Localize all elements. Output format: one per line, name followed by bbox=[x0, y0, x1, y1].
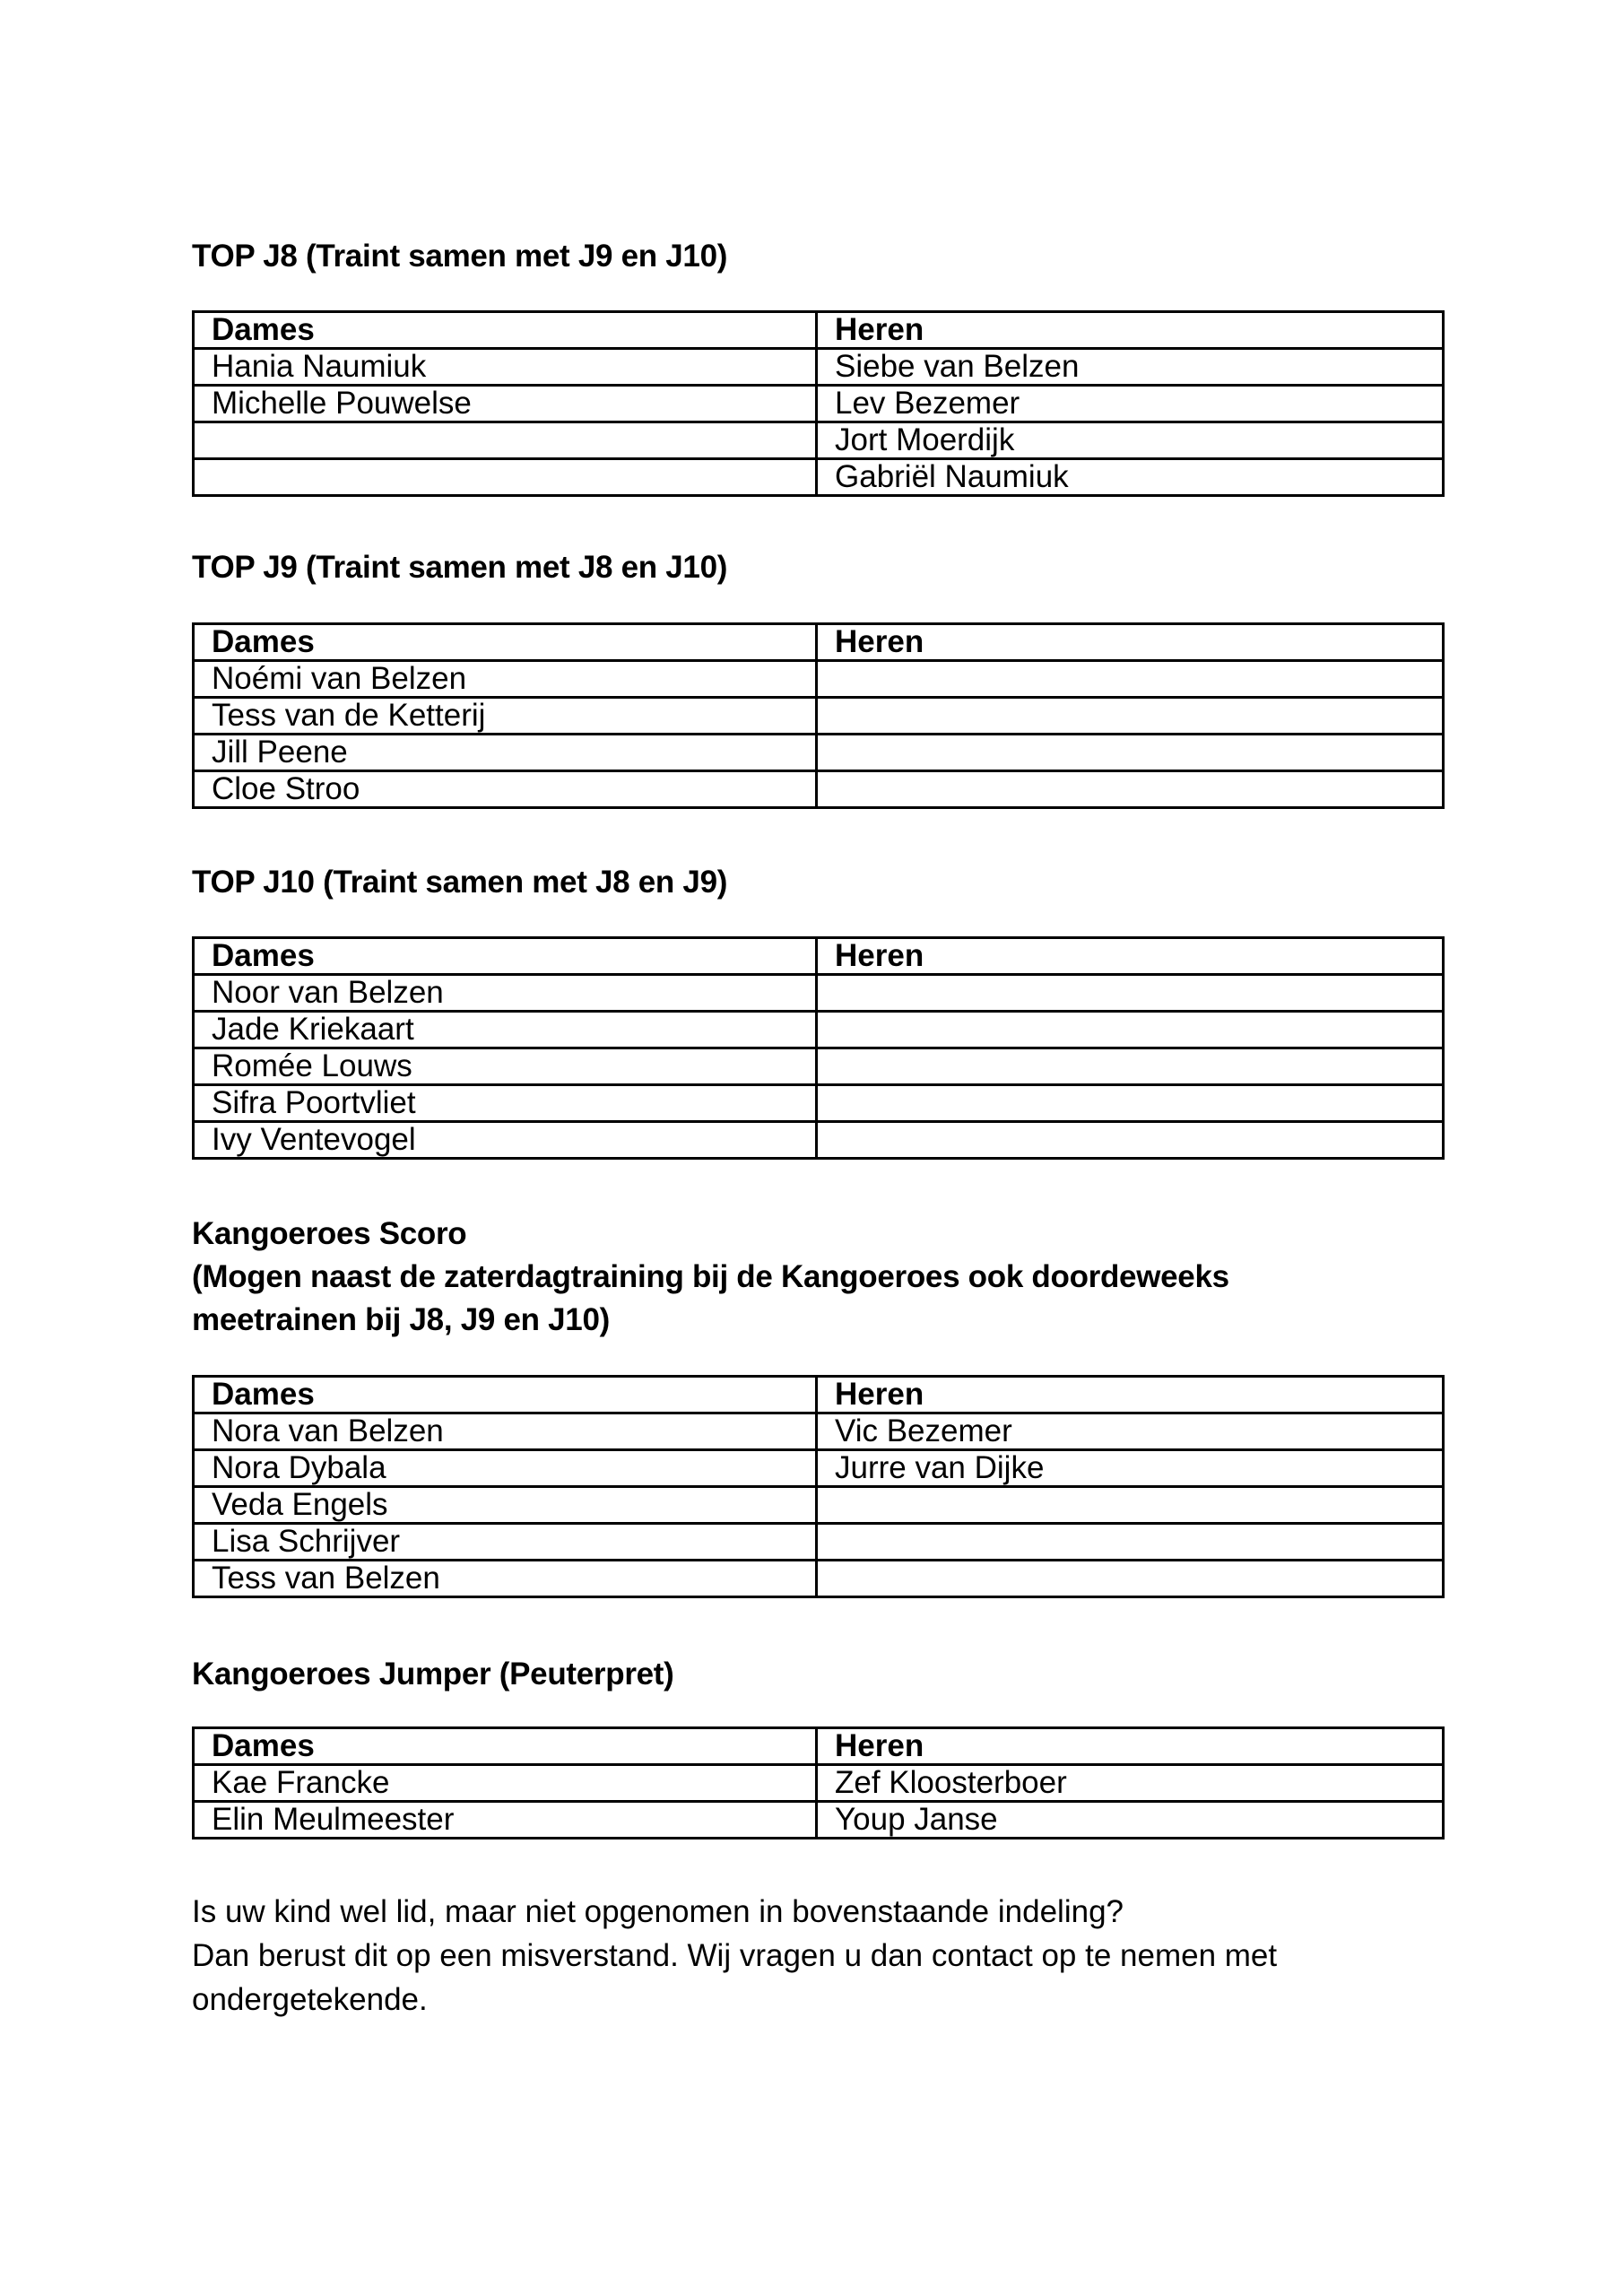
table-row bbox=[194, 1085, 1444, 1122]
cell-dames: Nora van Belzen bbox=[194, 1413, 817, 1450]
cell-heren: Vic Bezemer bbox=[817, 1413, 1444, 1450]
table-row bbox=[194, 422, 1444, 459]
cell-dames: Hania Naumiuk bbox=[194, 349, 817, 386]
cell-heren: Zef Kloosterboer bbox=[817, 1765, 1444, 1802]
table-header-row bbox=[194, 624, 1444, 661]
cell-heren: Lev Bezemer bbox=[817, 386, 1444, 422]
cell-heren bbox=[817, 1487, 1444, 1524]
cell-heren bbox=[817, 1048, 1444, 1085]
roster-table bbox=[192, 1375, 1445, 1598]
cell-dames: Jill Peene bbox=[194, 735, 817, 771]
cell-heren: Youp Janse bbox=[817, 1802, 1444, 1839]
section-heading: TOP J10 (Traint samen met J8 en J9) bbox=[192, 865, 728, 900]
table-header-row bbox=[194, 938, 1444, 975]
roster-table bbox=[192, 310, 1445, 497]
table-row bbox=[194, 698, 1444, 735]
section-heading: Kangoeroes Scoro bbox=[192, 1216, 467, 1251]
section-top-j8 bbox=[192, 235, 1442, 494]
cell-heren bbox=[817, 1085, 1444, 1122]
cell-dames: Romée Louws bbox=[194, 1048, 817, 1085]
table-row bbox=[194, 1802, 1444, 1839]
section-kangoeroes-jumper bbox=[192, 1653, 1442, 1837]
column-header-heren: Heren bbox=[817, 938, 1444, 975]
table-row bbox=[194, 1122, 1444, 1159]
roster-table bbox=[192, 936, 1445, 1160]
table-row bbox=[194, 386, 1444, 422]
table-row bbox=[194, 349, 1444, 386]
section-kangoeroes-scoro bbox=[192, 1213, 1442, 1596]
section-top-j10 bbox=[192, 861, 1442, 1157]
table-row bbox=[194, 771, 1444, 808]
cell-dames: Veda Engels bbox=[194, 1487, 817, 1524]
cell-heren bbox=[817, 698, 1444, 735]
cell-dames: Jade Kriekaart bbox=[194, 1012, 817, 1048]
cell-dames: Ivy Ventevogel bbox=[194, 1122, 817, 1159]
table-row bbox=[194, 1450, 1444, 1487]
column-header-dames: Dames bbox=[194, 312, 817, 349]
cell-heren bbox=[817, 1561, 1444, 1597]
cell-heren: Jort Moerdijk bbox=[817, 422, 1444, 459]
section-heading: TOP J8 (Traint samen met J9 en J10) bbox=[192, 239, 728, 274]
cell-dames: Tess van de Ketterij bbox=[194, 698, 817, 735]
column-header-heren: Heren bbox=[817, 624, 1444, 661]
cell-dames: Tess van Belzen bbox=[194, 1561, 817, 1597]
cell-heren bbox=[817, 975, 1444, 1012]
cell-heren bbox=[817, 661, 1444, 698]
cell-heren: Siebe van Belzen bbox=[817, 349, 1444, 386]
cell-dames: Cloe Stroo bbox=[194, 771, 817, 808]
table-row bbox=[194, 1524, 1444, 1561]
cell-dames: Sifra Poortvliet bbox=[194, 1085, 817, 1122]
cell-dames: Kae Francke bbox=[194, 1765, 817, 1802]
table-header-row bbox=[194, 312, 1444, 349]
table-row bbox=[194, 735, 1444, 771]
cell-dames: Lisa Schrijver bbox=[194, 1524, 817, 1561]
section-subtitle-line: (Mogen naast de zaterdagtraining bij de Kangoeroes ook doordeweeks bbox=[192, 1259, 1229, 1294]
section-top-j9 bbox=[192, 546, 1442, 806]
section-heading: Kangoeroes Jumper (Peuterpret) bbox=[192, 1657, 674, 1692]
table-row bbox=[194, 459, 1444, 496]
footer-note bbox=[192, 1890, 1492, 2022]
cell-heren: Jurre van Dijke bbox=[817, 1450, 1444, 1487]
section-heading: TOP J9 (Traint samen met J8 en J10) bbox=[192, 550, 728, 585]
table-row bbox=[194, 661, 1444, 698]
footer-line: Dan berust dit op een misverstand. Wij vragen u dan contact op te nemen met bbox=[192, 1938, 1278, 1973]
column-header-dames: Dames bbox=[194, 938, 817, 975]
cell-heren: Gabriël Naumiuk bbox=[817, 459, 1444, 496]
column-header-dames: Dames bbox=[194, 624, 817, 661]
table-row bbox=[194, 1413, 1444, 1450]
cell-dames bbox=[194, 422, 817, 459]
table-row bbox=[194, 975, 1444, 1012]
column-header-heren: Heren bbox=[817, 1377, 1444, 1413]
table-header-row bbox=[194, 1728, 1444, 1765]
cell-heren bbox=[817, 1122, 1444, 1159]
table-row bbox=[194, 1048, 1444, 1085]
cell-dames: Noémi van Belzen bbox=[194, 661, 817, 698]
table-row bbox=[194, 1487, 1444, 1524]
table-header-row bbox=[194, 1377, 1444, 1413]
table-row bbox=[194, 1765, 1444, 1802]
section-subtitle-line: meetrainen bij J8, J9 en J10) bbox=[192, 1302, 610, 1337]
footer-line: Is uw kind wel lid, maar niet opgenomen in bovenstaande indeling? bbox=[192, 1894, 1124, 1929]
table-row bbox=[194, 1561, 1444, 1597]
cell-dames: Nora Dybala bbox=[194, 1450, 817, 1487]
cell-heren bbox=[817, 771, 1444, 808]
cell-dames bbox=[194, 459, 817, 496]
cell-dames: Noor van Belzen bbox=[194, 975, 817, 1012]
table-row bbox=[194, 1012, 1444, 1048]
cell-heren bbox=[817, 1524, 1444, 1561]
roster-table bbox=[192, 622, 1445, 809]
column-header-heren: Heren bbox=[817, 1728, 1444, 1765]
column-header-dames: Dames bbox=[194, 1728, 817, 1765]
cell-dames: Michelle Pouwelse bbox=[194, 386, 817, 422]
cell-heren bbox=[817, 735, 1444, 771]
cell-dames: Elin Meulmeester bbox=[194, 1802, 817, 1839]
column-header-heren: Heren bbox=[817, 312, 1444, 349]
footer-line: ondergetekende. bbox=[192, 1982, 428, 2017]
cell-heren bbox=[817, 1012, 1444, 1048]
column-header-dames: Dames bbox=[194, 1377, 817, 1413]
roster-table bbox=[192, 1726, 1445, 1839]
